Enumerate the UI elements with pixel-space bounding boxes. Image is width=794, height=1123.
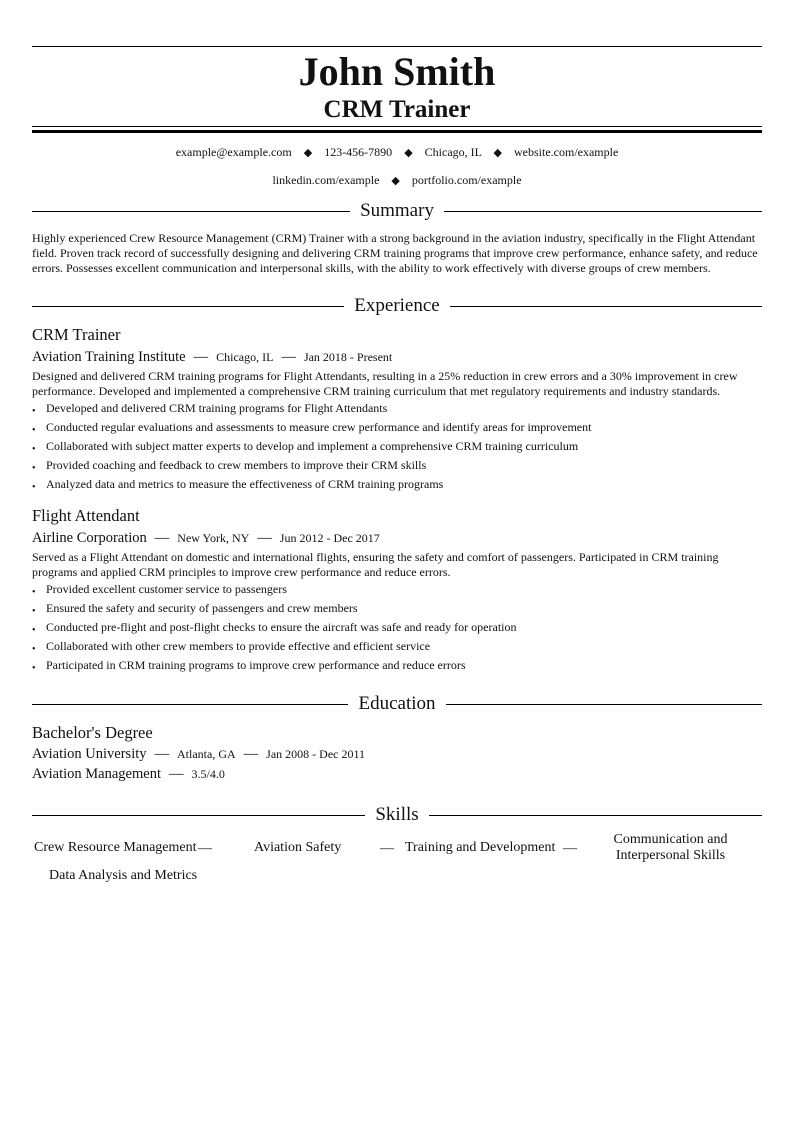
job-company: Airline Corporation — [32, 530, 147, 546]
skill-item: Communication and Interpersonal Skills — [613, 832, 728, 863]
school: Aviation University — [32, 746, 147, 762]
contact-email[interactable]: example@example.com — [175, 145, 292, 159]
school-location: Atlanta, GA — [177, 747, 236, 761]
dash-separator: — — [257, 530, 272, 546]
degree: Bachelor's Degree — [32, 723, 153, 742]
heading-rule-left — [32, 306, 344, 307]
bullet-text: Conducted regular evaluations and assessments to measure crew performance and identify areas for improvement — [46, 420, 592, 434]
dash-separator: — — [154, 746, 170, 762]
dash-separator: — — [169, 766, 184, 782]
list-item — [32, 477, 762, 492]
education-meta — [32, 745, 762, 763]
job-bullets — [32, 401, 762, 492]
summary-heading-label: Summary — [360, 200, 434, 221]
job-description: Served as a Flight Attendant on domestic and international flights, ensuring the safety and comfort of passengers. Participated in CRM training programs and applied CRM principles to improve crew performance and reduce errors. — [32, 550, 719, 579]
list-item — [32, 420, 762, 435]
bullet-icon: • — [32, 463, 36, 474]
dash-separator: — — [243, 746, 259, 762]
header-rule-thin — [32, 126, 762, 127]
diamond-icon: ◆ — [391, 175, 400, 187]
job-entry — [32, 506, 762, 673]
list-item — [32, 658, 762, 673]
bullet-icon: • — [32, 482, 36, 493]
job-location: Chicago, IL — [216, 350, 274, 364]
dash-separator: — — [281, 349, 296, 365]
skill-item: Crew Resource Management — [34, 840, 197, 855]
bullet-icon: • — [32, 663, 36, 674]
bullet-icon: • — [32, 644, 36, 655]
heading-rule-right — [450, 306, 762, 307]
contact-row-1 — [32, 145, 762, 159]
heading-rule-right — [446, 704, 762, 705]
bullet-text: Conducted pre-flight and post-flight checks to ensure the aircraft was safe and ready for operation — [46, 620, 517, 634]
candidate-name: John Smith — [298, 49, 496, 94]
list-item — [32, 401, 762, 416]
list-item — [32, 582, 762, 597]
dash-separator: — — [563, 841, 577, 856]
diamond-icon: ◆ — [493, 147, 502, 159]
bullet-icon: • — [32, 425, 36, 436]
heading-rule-left — [32, 815, 365, 816]
job-dates: Jun 2012 - Dec 2017 — [279, 531, 380, 545]
job-meta — [32, 529, 762, 547]
job-description: Designed and delivered CRM training programs for Flight Attendants, resulting in a 25% reduction in crew errors and a 30% improvement in crew performance. Developed and implemented a comprehensive CRM training curriculum that met regulatory requirements and industry standards. — [32, 369, 738, 398]
bullet-text: Provided excellent customer service to passengers — [46, 582, 287, 596]
bullet-text: Participated in CRM training programs to improve crew performance and reduce errors — [46, 658, 466, 672]
list-item — [32, 439, 762, 454]
job-bullets — [32, 582, 762, 673]
skills-heading — [32, 804, 762, 826]
heading-rule-left — [32, 704, 348, 705]
skill-item: Aviation Safety — [254, 840, 342, 855]
contact-block — [32, 145, 762, 187]
education-major-row — [32, 765, 762, 783]
candidate-title: CRM Trainer — [323, 96, 471, 123]
job-dates: Jan 2018 - Present — [303, 350, 393, 364]
list-item — [32, 620, 762, 635]
bullet-text: Collaborated with other crew members to provide effective and efficient service — [46, 639, 431, 653]
skill-item: Training and Development — [405, 840, 556, 855]
bullet-text: Provided coaching and feedback to crew members to improve their CRM skills — [46, 458, 427, 472]
summary-heading — [32, 200, 762, 222]
contact-portfolio[interactable]: portfolio.com/example — [411, 173, 522, 187]
list-item — [32, 458, 762, 473]
skills-grid — [32, 832, 762, 892]
list-item — [32, 601, 762, 616]
heading-rule-left — [32, 211, 350, 212]
bullet-text: Collaborated with subject matter experts to develop and implement a comprehensive CRM training curriculum — [46, 439, 579, 453]
bullet-icon: • — [32, 444, 36, 455]
education-heading-label: Education — [358, 693, 436, 714]
diamond-icon: ◆ — [303, 147, 313, 159]
bullet-icon: • — [32, 606, 36, 617]
major: Aviation Management — [32, 766, 161, 782]
dash-separator: — — [380, 841, 394, 856]
contact-row-2 — [32, 173, 762, 187]
job-meta — [32, 348, 762, 366]
gpa: 3.5/4.0 — [191, 767, 225, 781]
dash-separator: — — [193, 349, 209, 365]
education-heading — [32, 693, 762, 715]
job-company: Aviation Training Institute — [32, 349, 186, 365]
job-location: New York, NY — [177, 531, 250, 545]
header-rule-thick — [32, 130, 762, 133]
experience-heading-label: Experience — [354, 295, 440, 316]
job-title: CRM Trainer — [32, 325, 121, 344]
bullet-icon: • — [32, 406, 36, 417]
resume-page — [32, 46, 762, 892]
heading-rule-right — [429, 815, 762, 816]
top-rule — [32, 46, 762, 47]
bullet-text: Developed and delivered CRM training programs for Flight Attendants — [46, 401, 388, 415]
job-entry — [32, 325, 762, 492]
dash-separator: — — [154, 530, 170, 546]
bullet-icon: • — [32, 587, 36, 598]
bullet-text: Ensured the safety and security of passengers and crew members — [46, 601, 358, 615]
contact-phone[interactable]: 123-456-7890 — [324, 145, 393, 159]
summary-text: Highly experienced Crew Resource Management (CRM) Trainer with a strong background in the aviation industry, specifically in the Flight Attendant field. Proven track record of successfully designing and delivering CRM training programs that improve crew performance, enhance safety, and reduce errors. Possesses excellent communication and interpersonal skills, with the ability to work effectively with diverse groups of crew members. — [32, 231, 758, 275]
contact-location: Chicago, IL — [424, 145, 482, 159]
education-entry — [32, 723, 762, 783]
dash-separator: — — [198, 841, 212, 856]
list-item — [32, 639, 762, 654]
experience-heading — [32, 295, 762, 317]
bullet-text: Analyzed data and metrics to measure the effectiveness of CRM training programs — [46, 477, 444, 491]
job-title: Flight Attendant — [32, 506, 140, 525]
contact-linkedin[interactable]: linkedin.com/example — [272, 173, 380, 187]
skill-item: Data Analysis and Metrics — [49, 868, 198, 883]
contact-website[interactable]: website.com/example — [514, 145, 619, 159]
education-dates: Jan 2008 - Dec 2011 — [266, 747, 366, 761]
skills-heading-label: Skills — [375, 804, 419, 825]
bullet-icon: • — [32, 625, 36, 636]
heading-rule-right — [444, 211, 762, 212]
diamond-icon: ◆ — [404, 147, 413, 159]
